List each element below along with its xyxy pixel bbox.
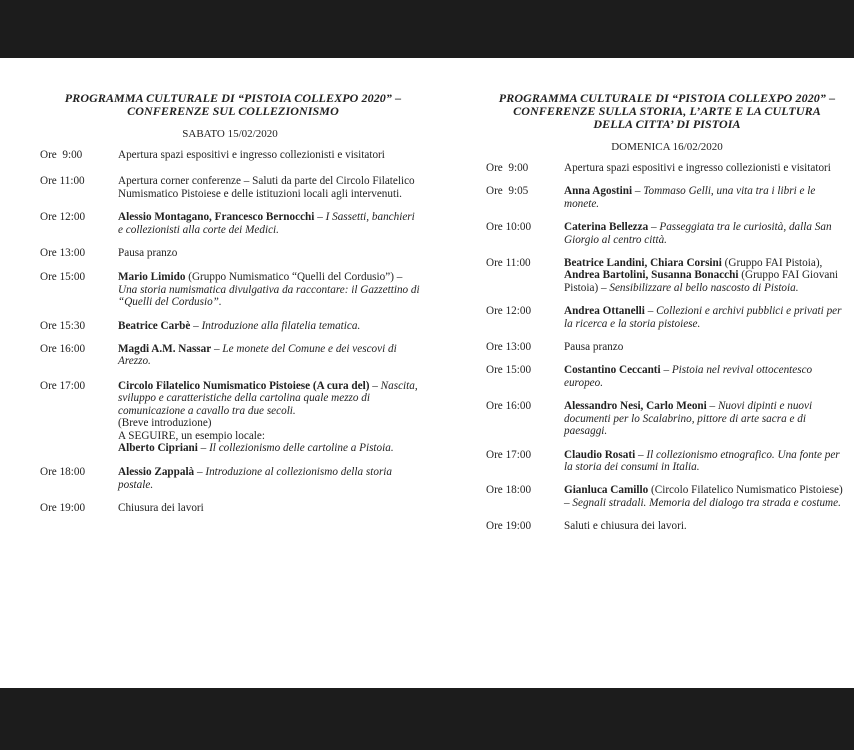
schedule-entry — [40, 247, 420, 259]
schedule-entry — [40, 466, 420, 491]
separator: – — [635, 448, 647, 461]
entry-time: Ore 9:05 — [486, 185, 529, 198]
entry-desc — [118, 466, 420, 491]
talk-title: Tommaso Gelli, una vita tra i libri e le monete. — [564, 185, 816, 210]
entry-time: Ore 12:00 — [40, 211, 86, 224]
entry-text: Apertura spazi espositivi e ingresso collezionisti e visitatori — [118, 149, 385, 161]
separator: – — [211, 343, 223, 356]
speaker: Costantino Ceccanti — [564, 364, 661, 377]
entry-desc — [118, 211, 420, 236]
entry-time: Ore 13:00 — [40, 247, 86, 260]
speaker: Magdi A.M. Nassar — [118, 343, 212, 356]
separator: – — [598, 281, 610, 294]
entry-time: Ore 13:00 — [486, 341, 532, 354]
talk-title: Il collezionismo etnografico. Una fonte per la storia dei consumi in Italia. — [564, 448, 840, 473]
speaker: Mario Limido — [118, 271, 186, 284]
schedule-entry — [40, 502, 420, 514]
entry-desc — [564, 449, 848, 474]
schedule-entry — [486, 185, 848, 210]
separator: – — [564, 496, 573, 509]
entry-text: Apertura spazi espositivi e ingresso collezionisti e visitatori — [564, 162, 831, 174]
schedule-entry — [486, 520, 848, 532]
program-sunday — [486, 92, 848, 533]
speaker: Gianluca Camillo — [564, 484, 649, 497]
talk-title: I Sassetti, banchieri e collezionisti alla corte dei Medici. — [118, 211, 415, 236]
organization: (Gruppo FAI Pistoia), — [721, 257, 823, 270]
separator: – — [393, 271, 403, 284]
entry-desc — [118, 320, 420, 332]
entry-time: Ore 11:00 — [40, 175, 85, 188]
entry-time: Ore 17:00 — [486, 448, 532, 461]
schedule-entry — [40, 271, 420, 308]
title-line: PROGRAMMA CULTURALE DI “PISTOIA COLLEXPO 2020” – — [64, 91, 402, 105]
entry-desc — [118, 343, 420, 368]
talk-title: Introduzione alla filatelia tematica. — [201, 319, 361, 332]
schedule-entry — [486, 484, 848, 509]
program-saturday — [40, 92, 420, 515]
entry-desc — [564, 484, 848, 509]
entry-time: Ore 18:00 — [40, 466, 86, 479]
separator: – — [632, 185, 644, 198]
separator: – — [194, 466, 206, 479]
entry-time: Ore 15:00 — [40, 271, 86, 284]
entry-time: Ore 10:00 — [486, 221, 532, 234]
program-date: SABATO 15/02/2020 — [182, 128, 278, 140]
title-line: DELLA CITTA’ DI PISTOIA — [593, 117, 741, 131]
talk-title: Il collezionismo delle cartoline a Pistoia. — [209, 441, 394, 454]
talk-title: Nascita, sviluppo e caratteristiche della cartolina quale mezzo di comunicazione a cavallo tra due secoli. — [118, 379, 418, 417]
entry-desc — [564, 185, 848, 210]
entry-time: Ore 16:00 — [40, 343, 86, 356]
separator: – — [644, 305, 657, 318]
entry-text: Apertura corner conferenze – Saluti da parte del Circolo Filatelico Numismatico Pistoiese e delle istituzioni locali agli intervenuti. — [118, 175, 415, 200]
entry-text: Chiusura dei lavori — [118, 502, 204, 515]
talk-title: Collezioni e archivi pubblici e privati per la ricerca e la storia pistoiese. — [564, 305, 842, 330]
speaker: Andrea Ottanelli — [564, 305, 645, 318]
organization: (Gruppo Numismatico “Quelli del Cordusio”) — [185, 271, 394, 284]
separator: – — [706, 400, 718, 413]
organization: (Gruppo FAI Giovani Pistoia) — [564, 269, 839, 294]
talk-title: Nuovi dipinti e nuovi documenti per lo Scalabrino, pittore di arte sacra e di paesaggi. — [564, 400, 813, 438]
entry-desc — [564, 400, 848, 437]
schedule-entry — [40, 175, 420, 200]
organization: (Circolo Filatelico Numismatico Pistoiese) — [648, 484, 843, 497]
talk-title: Le monete del Comune e dei vescovi di Arezzo. — [118, 343, 397, 368]
title-line: CONFERENZE SUL COLLEZIONISMO — [127, 104, 339, 118]
bottom-black-bar — [0, 688, 854, 750]
schedule-entry — [486, 257, 848, 294]
entry-time: Ore 9:00 — [40, 149, 83, 161]
entry-text: Pausa pranzo — [118, 247, 178, 260]
speaker: Alessandro Nesi, Carlo Meoni — [564, 400, 707, 413]
schedule-entry — [40, 149, 420, 161]
entry-desc — [564, 257, 848, 294]
entry-time: Ore 16:00 — [486, 400, 532, 413]
separator: – — [190, 319, 202, 332]
entry-desc — [118, 380, 420, 454]
entry-desc — [564, 221, 848, 246]
speaker: Claudio Rosati — [564, 448, 636, 461]
speaker: Alessio Montagano, Francesco Bernocchi — [118, 211, 315, 224]
title-line: PROGRAMMA CULTURALE DI “PISTOIA COLLEXPO 2020” – — [498, 91, 836, 105]
entry-desc — [564, 305, 848, 330]
speaker: Beatrice Carbè — [118, 319, 191, 332]
top-black-bar — [0, 0, 854, 58]
talk-title: Introduzione al collezionismo della storia postale. — [118, 466, 393, 491]
speaker: Caterina Bellezza — [564, 221, 649, 234]
speaker: Alessio Zappalà — [118, 466, 195, 479]
entry-text: Pausa pranzo — [564, 341, 624, 354]
entry-time: Ore 19:00 — [486, 520, 532, 533]
talk-title: Segnali stradali. Memoria del dialogo tra strada e costume. — [572, 496, 841, 509]
entry-time: Ore 9:00 — [486, 162, 529, 174]
note: A SEGUIRE, un esempio locale: — [118, 429, 265, 442]
title-line: CONFERENZE SULLA STORIA, L’ARTE E LA CULTURA — [513, 104, 821, 118]
schedule-entry — [486, 449, 848, 474]
entry-time: Ore 15:00 — [486, 364, 532, 377]
entry-time: Ore 15:30 — [40, 319, 86, 332]
schedule-entry — [486, 305, 848, 330]
separator: – — [314, 211, 326, 224]
entry-desc — [118, 271, 420, 308]
entry-time: Ore 11:00 — [486, 257, 531, 270]
entry-text: Saluti e chiusura dei lavori. — [564, 520, 687, 533]
schedule-entry — [40, 211, 420, 236]
speaker: Circolo Filatelico Numismatico Pistoiese (A cura del) — [118, 379, 370, 392]
program-date: DOMENICA 16/02/2020 — [611, 141, 723, 153]
program-title-sunday — [486, 92, 848, 131]
schedule-entry — [486, 162, 848, 174]
talk-title: Passeggiata tra le curiosità, dalla San Giorgio al centro città. — [564, 221, 832, 246]
talk-title: Pistoia nel revival ottocentesco europeo. — [564, 364, 813, 389]
speaker: Anna Agostini — [564, 185, 633, 198]
entry-time: Ore 19:00 — [40, 502, 86, 515]
schedule-entry — [486, 341, 848, 353]
note: (Breve introduzione) — [118, 417, 212, 430]
speaker: Alberto Cipriani — [118, 441, 198, 454]
talk-title: Una storia numismatica divulgativa da raccontare: il Gazzettino di “Quelli del Cordusio”. — [118, 283, 420, 309]
entry-time: Ore 12:00 — [486, 305, 532, 318]
entry-time: Ore 17:00 — [40, 379, 86, 392]
speaker: Andrea Bartolini, Susanna Bonacchi — [564, 269, 739, 282]
schedule-entry — [40, 380, 420, 454]
program-title-saturday — [43, 92, 423, 118]
schedule-entry — [486, 364, 848, 389]
sub-talk — [118, 442, 420, 454]
talk-title: Sensibilizzare al bello nascosto di Pistoia. — [609, 281, 799, 294]
speaker: Beatrice Landini, Chiara Corsini — [564, 257, 722, 270]
schedule-entry — [486, 400, 848, 437]
schedule-entry — [486, 221, 848, 246]
separator: – — [197, 441, 210, 454]
entry-time: Ore 18:00 — [486, 484, 532, 497]
separator: – — [648, 221, 660, 234]
entry-desc — [564, 364, 848, 389]
separator: – — [660, 364, 672, 377]
separator: – — [369, 379, 381, 392]
schedule-entry — [40, 320, 420, 332]
schedule-entry — [40, 343, 420, 368]
